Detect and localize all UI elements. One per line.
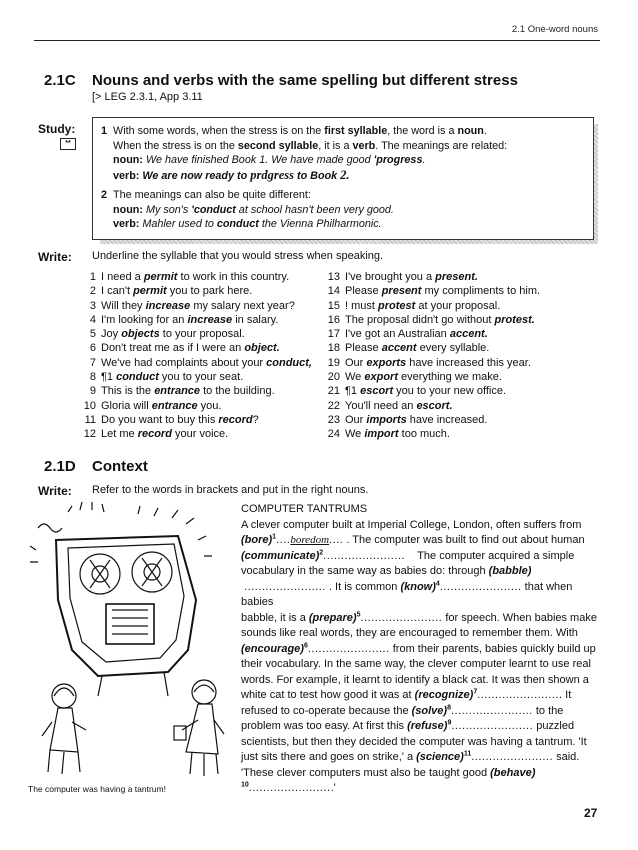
- study-example-noun-1: noun: We have finished Book 1. We have made good 'progress.: [113, 154, 426, 166]
- study-point-1-line-1: 1 With some words, when the stress is on the first syllable, the word is a noun.: [101, 125, 487, 137]
- sentence-number: 8: [89, 371, 96, 384]
- target-word: increase: [145, 299, 191, 312]
- section-title: Nouns and verbs with the same spelling but different stress: [92, 72, 518, 89]
- sentence-row: 12 Let me record your voice.: [76, 427, 312, 441]
- passage-line-1: A clever computer built at Imperial College, London, often suffers from: [241, 518, 582, 531]
- target-word: permit: [133, 285, 167, 298]
- passage-line-9: their vocabulary. In the same way, the clever computer learnt to use real: [241, 658, 591, 670]
- illustration-caption: The computer was having a tantrum!: [28, 784, 166, 794]
- passage-line-10: words. For example, it learnt to identify a black cat. It was then shown a: [241, 673, 589, 686]
- sentence-number: 2: [89, 285, 96, 298]
- difficulty-stars: **: [60, 138, 76, 150]
- sentence-row: 16 The proposal didn't go without protest.: [320, 313, 540, 327]
- target-word: present: [381, 285, 422, 298]
- sentence-list-right: [320, 270, 540, 442]
- page-number: 27: [584, 806, 598, 820]
- target-word: escort.: [416, 399, 453, 412]
- sentence-row: 3 Will they increase my salary next year?: [76, 299, 312, 313]
- header-rule: [34, 40, 600, 41]
- passage-line-13: problem was too easy. At first this (refuse)$^9$....................... puzzled: [241, 719, 575, 732]
- target-word: import: [364, 428, 399, 441]
- sentence-number: 19: [327, 356, 340, 369]
- passage-line-14: scientists, but then they decided the computer was having a tantrum. 'It: [241, 735, 587, 748]
- passage-line-17: $^{10}$........................': [241, 781, 336, 794]
- sentence-row: 22 You'll need an escort.: [320, 399, 540, 413]
- section-reference: [> LEG 2.3.1, App 3.11: [92, 91, 203, 103]
- sentence-number: 16: [327, 313, 340, 326]
- passage-line-5: ....................... . It is common (know)$^4$....................... that when babies: [241, 579, 573, 608]
- sentence-row: 10 Gloria will entrance you.: [76, 399, 312, 413]
- study-point-1-line-2: When the stress is on the second syllable, it is a verb. The meanings are related:: [113, 139, 508, 152]
- section-number: 2.1C: [44, 72, 76, 89]
- write-label-1: Write:: [38, 250, 72, 264]
- sentence-row: 1 I need a permit to work in this country.: [76, 270, 312, 284]
- target-word: increase: [187, 313, 233, 326]
- study-example-verb-1: verb: We are now ready to prdgress to Book 2.: [113, 167, 350, 182]
- study-point-2-line-1: 2 The meanings can also be quite different:: [101, 189, 311, 201]
- sentence-number: 14: [327, 285, 340, 298]
- sentence-row: 5 Joy objects to your proposal.: [76, 327, 312, 341]
- target-word: entrance: [151, 399, 198, 412]
- sentence-row: 15 ! must protest at your proposal.: [320, 299, 540, 313]
- sentence-number: 13: [327, 271, 340, 283]
- passage-line-7: sounds like real words, they are encouraged to remember them. With: [241, 627, 578, 639]
- write-label-2: Write:: [38, 484, 72, 498]
- sentence-row: 6 Don't treat me as if I were an object.: [76, 341, 312, 355]
- sentence-number: 20: [327, 371, 340, 384]
- passage-line-2: (bore)$^1$....boredom.... . The computer was built to find out about human: [241, 533, 585, 546]
- passage-line-3: (communicate)$^2$....................... The computer acquired a simple: [241, 548, 575, 562]
- target-word: protest.: [494, 313, 535, 326]
- sentence-number: 5: [89, 328, 96, 341]
- target-word: accent.: [449, 328, 488, 341]
- sentence-row: 7 We've had complaints about your conduct,: [76, 356, 312, 370]
- sentence-row: 19 Our exports have increased this year.: [320, 356, 540, 370]
- sentence-number: 11: [84, 413, 96, 426]
- target-word: present.: [435, 271, 478, 283]
- target-word: exports: [366, 356, 407, 369]
- sentence-row: 17 I've got an Australian accent.: [320, 327, 540, 341]
- target-word: conduct,: [266, 356, 312, 369]
- sentence-row: 20 We export everything we make.: [320, 370, 540, 384]
- handwritten-answer: boredom: [290, 534, 330, 546]
- write-instruction-1: Underline the syllable that you would stress when speaking.: [92, 250, 384, 262]
- sentence-row: 4 I'm looking for an increase in salary.: [76, 313, 312, 327]
- sentence-number: 7: [89, 356, 96, 369]
- study-label: Study:: [38, 122, 76, 136]
- sentence-row: 11 Do you want to buy this record?: [76, 413, 312, 427]
- passage-line-12: refused to co-operate because the (solve)$^8$....................... to the: [241, 703, 564, 717]
- sentence-number: 3: [89, 299, 96, 312]
- sentence-number: 17: [327, 328, 340, 341]
- section-number-d: 2.1D: [44, 458, 76, 475]
- sentence-number: 9: [89, 385, 96, 398]
- sentence-row: 21 ¶1 escort you to your new office.: [320, 384, 540, 398]
- target-word: protest: [378, 299, 416, 312]
- target-word: objects: [121, 328, 160, 341]
- target-word: record: [137, 428, 172, 441]
- study-example-noun-2: noun: My son's 'conduct at school hasn't been very good.: [113, 203, 394, 216]
- sentence-number: 15: [327, 299, 340, 312]
- sentence-number: 1: [89, 271, 96, 283]
- computer-tantrum-illustration: [28, 500, 234, 780]
- sentence-number: 22: [327, 399, 340, 412]
- write-instruction-2: Refer to the words in brackets and put in the right nouns.: [92, 484, 369, 496]
- passage-line-16: 'These clever computers must also be taught good (behave): [241, 766, 536, 779]
- sentence-number: 10: [83, 399, 96, 412]
- sentence-row: 9 This is the entrance to the building.: [76, 384, 312, 398]
- sentence-row: 24 We import too much.: [320, 427, 540, 441]
- sentence-row: 23 Our imports have increased.: [320, 413, 540, 427]
- target-word: accent: [381, 342, 417, 355]
- target-word: record: [218, 413, 253, 426]
- target-word: permit: [143, 271, 178, 283]
- passage-line-6: babble, it is a (prepare)$^5$....................... for speech. When babies make: [241, 610, 597, 624]
- target-word: conduct: [116, 371, 159, 384]
- target-word: export: [364, 371, 398, 384]
- study-box: [92, 117, 594, 240]
- sentence-row: 13 I've brought you a present.: [320, 270, 540, 284]
- sentence-number: 24: [327, 428, 340, 441]
- target-word: entrance: [154, 385, 201, 398]
- target-word: imports: [366, 413, 407, 426]
- target-word: escort: [360, 385, 394, 398]
- sentence-number: 23: [327, 413, 340, 426]
- sentence-number: 21: [327, 385, 340, 398]
- sentence-row: 18 Please accent every syllable.: [320, 341, 540, 355]
- sentence-row: 8 ¶1 conduct you to your seat.: [76, 370, 312, 384]
- sentence-number: 6: [89, 342, 96, 355]
- sentence-row: 14 Please present my compliments to him.: [320, 284, 540, 298]
- passage-line-15: just sits there and goes on strike,' a (science)$^{11}$....................... said.: [241, 750, 580, 763]
- sentence-number: 12: [83, 428, 96, 441]
- section-title-d: Context: [92, 458, 148, 475]
- sentence-number: 18: [327, 342, 340, 355]
- study-example-verb-2: verb: Mahler used to conduct the Vienna Philharmonic.: [113, 218, 382, 230]
- passage-line-11: white cat to test how good it was at (recognize)$^7$........................ It: [241, 688, 572, 701]
- target-word: object.: [244, 342, 280, 355]
- passage-heading: COMPUTER TANTRUMS: [241, 503, 368, 515]
- running-header: 2.1 One-word nouns: [511, 24, 598, 35]
- passage-line-4: vocabulary in the same way as babies do: through (babble): [241, 565, 532, 577]
- sentence-number: 4: [89, 313, 96, 326]
- sentence-list-left: [76, 270, 312, 442]
- sentence-row: 2 I can't permit you to park here.: [76, 284, 312, 298]
- passage-line-8: (encourage)$^6$....................... from their parents, babies quickly build up: [241, 641, 596, 655]
- context-passage: [241, 502, 601, 797]
